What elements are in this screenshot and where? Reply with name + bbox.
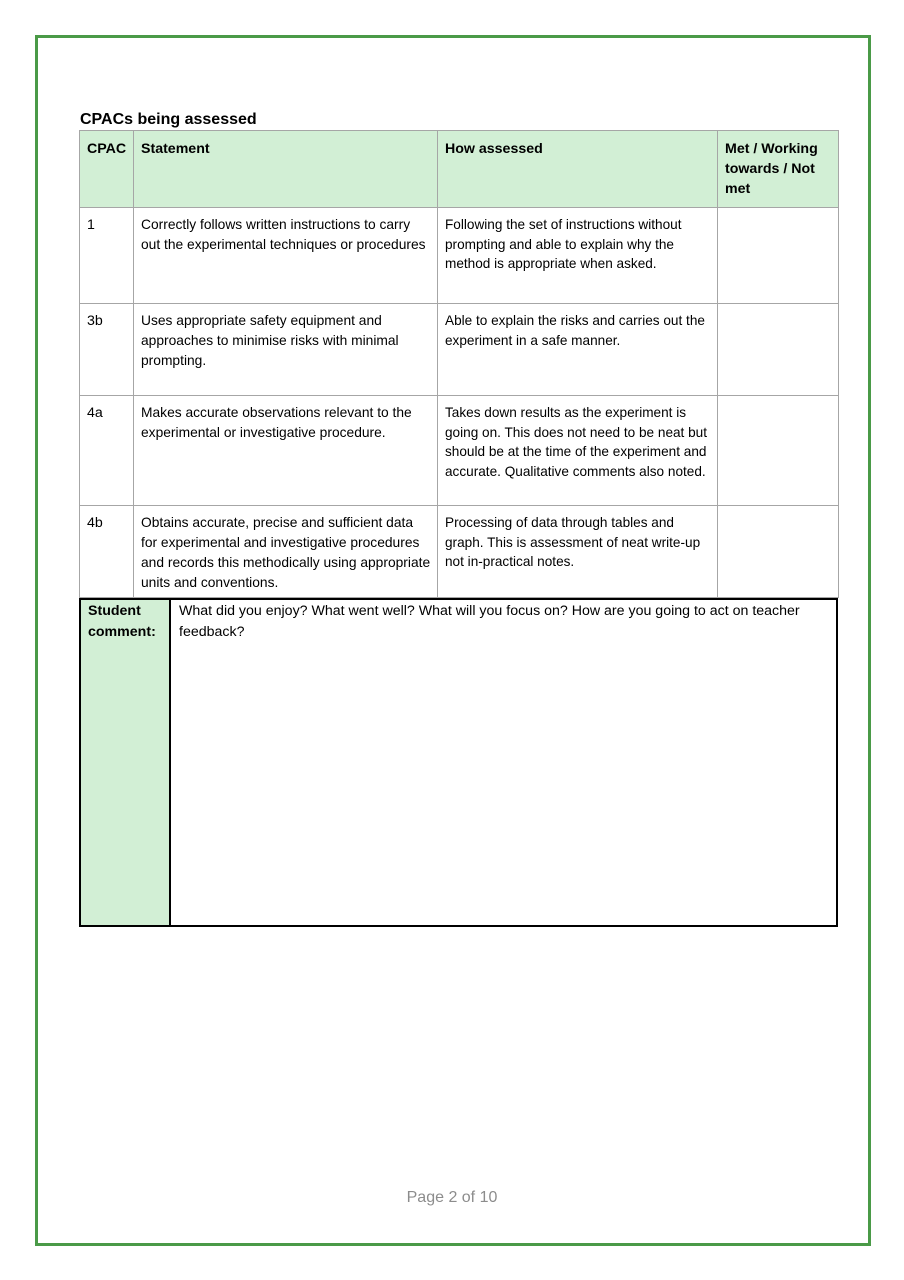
header-met-status: Met / Working towards / Not met — [718, 131, 839, 208]
section-heading: CPACs being assessed — [80, 111, 257, 128]
table-row — [80, 396, 839, 506]
cpac-how-assessed: Takes down results as the experiment is going on. This does not need to be neat but should be at the time of the experiment and accurate. Qualitative comments also noted. — [438, 396, 718, 506]
met-status-cell[interactable] — [718, 208, 839, 304]
table-row — [80, 208, 839, 304]
header-how-assessed: How assessed — [438, 131, 718, 208]
cpac-how-assessed: Following the set of instructions without prompting and able to explain why the method is appropriate when asked. — [438, 208, 718, 304]
student-comment-field[interactable]: What did you enjoy? What went well? What will you focus on? How are you going to act on teacher feedback? — [170, 599, 837, 926]
cpac-statement: Makes accurate observations relevant to the experimental or investigative procedure. — [134, 396, 438, 506]
cpac-statement: Correctly follows written instructions to carry out the experimental techniques or procedures — [134, 208, 438, 304]
met-status-cell[interactable] — [718, 304, 839, 396]
table-header-row — [80, 131, 839, 208]
cpac-how-assessed: Processing of data through tables and graph. This is assessment of neat write-up not in-practical notes. — [438, 506, 718, 598]
cpac-code: 4b — [80, 506, 134, 598]
met-status-cell[interactable] — [718, 396, 839, 506]
student-comment-label: Student comment: — [80, 599, 170, 926]
cpac-statement: Obtains accurate, precise and sufficient data for experimental and investigative procedures and records this methodically using appropriate units and conventions. — [134, 506, 438, 598]
header-cpac: CPAC — [80, 131, 134, 208]
met-status-cell[interactable] — [718, 506, 839, 598]
cpac-code: 4a — [80, 396, 134, 506]
table-row — [80, 304, 839, 396]
cpac-code: 1 — [80, 208, 134, 304]
cpac-statement: Uses appropriate safety equipment and approaches to minimise risks with minimal prompting. — [134, 304, 438, 396]
page-number: Page 2 of 10 — [406, 1189, 498, 1206]
cpac-table — [79, 130, 839, 598]
table-row — [80, 506, 839, 598]
cpac-how-assessed: Able to explain the risks and carries out the experiment in a safe manner. — [438, 304, 718, 396]
header-statement: Statement — [134, 131, 438, 208]
cpac-code: 3b — [80, 304, 134, 396]
student-comment-table — [79, 598, 838, 927]
